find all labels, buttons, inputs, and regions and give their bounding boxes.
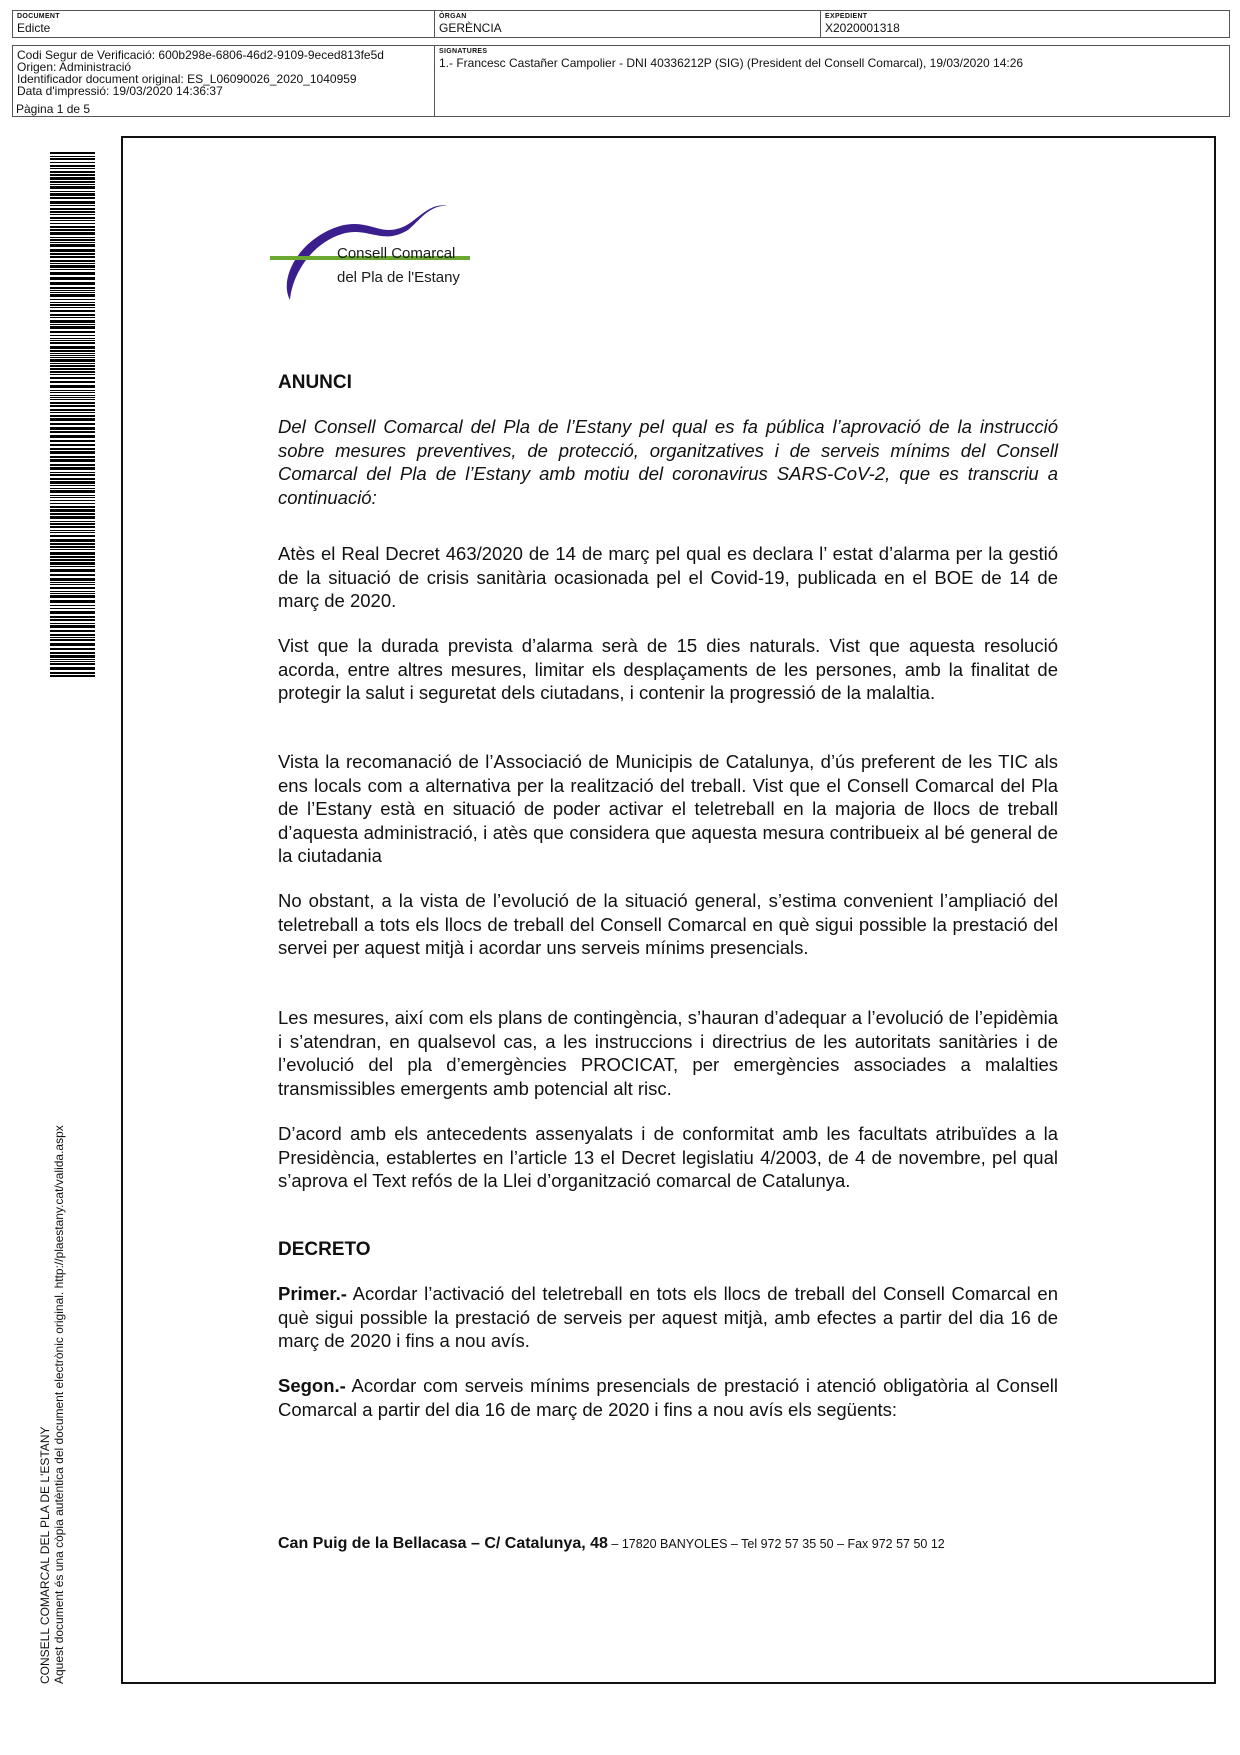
barcode-bar: [50, 630, 95, 632]
barcode-bar: [50, 532, 95, 533]
barcode-bar: [50, 371, 95, 373]
paragraph-5: [278, 1006, 1058, 1100]
paragraph-5-text: Les mesures, així com els plans de contingència, s’hauran d’adequar a l’evolució de l’epidèmia i s’atendran, en qualsevol cas, a les instruccions i directrius de les autoritats sanitàries i de l’evolució del pla d’emergències PROCICAT, per emergències associades a malalties transmissibles emergents amb potencial alt risc.: [278, 1007, 1058, 1099]
barcode-bar: [50, 205, 95, 206]
barcode-bar: [50, 625, 95, 628]
decree-second-label: Segon.-: [278, 1375, 346, 1396]
barcode-bar: [50, 556, 95, 558]
side-org-name: CONSELL COMARCAL DEL PLA DE L'ESTANY: [38, 1426, 52, 1684]
barcode-bar: [50, 464, 95, 466]
barcode-bar: [50, 181, 95, 183]
expedient-value: X2020001318: [825, 21, 900, 35]
barcode-bar: [50, 451, 95, 454]
barcode-bar: [50, 623, 95, 624]
barcode-bar: [50, 574, 95, 576]
barcode-bar: [50, 340, 95, 341]
barcode-bar: [50, 287, 95, 289]
barcode-bar: [50, 611, 95, 614]
decree-first-label: Primer.-: [278, 1283, 347, 1304]
barcode-bar: [50, 242, 95, 243]
barcode-bar: [50, 346, 95, 349]
barcode-bar: [50, 244, 95, 247]
barcode-bar: [50, 220, 95, 221]
footer-address: [278, 1535, 945, 1553]
barcode-bar: [50, 214, 95, 215]
barcode-bar: [50, 171, 95, 173]
paragraph-1: [278, 542, 1058, 613]
barcode-bar: [50, 523, 95, 525]
barcode-bar: [50, 211, 95, 213]
header-row-verification: [12, 45, 1230, 117]
barcode-bar: [50, 478, 95, 480]
document-label: DOCUMENT: [17, 13, 60, 20]
decree-second: [278, 1374, 1058, 1421]
barcode-bar: [50, 467, 95, 470]
barcode-bar: [50, 569, 95, 572]
barcode-bar: [50, 634, 95, 636]
decree-first: [278, 1282, 1058, 1353]
barcode-bar: [50, 500, 95, 501]
barcode-bar: [50, 208, 95, 210]
barcode-bar: [50, 353, 95, 354]
barcode-bar: [50, 672, 95, 674]
barcode-bar: [50, 256, 95, 258]
barcode-bar: [50, 363, 95, 364]
barcode-bar: [50, 197, 95, 199]
barcode-bar: [50, 600, 95, 603]
footer-address-contact: – 17820 BANYOLES – Tel 972 57 35 50 – Fax 972 57 50 12: [607, 1537, 945, 1551]
barcode-bar: [50, 444, 95, 446]
barcode-bar: [50, 608, 95, 609]
barcode-bar: [50, 265, 95, 268]
barcode-bar: [50, 335, 95, 336]
barcode-bar: [50, 292, 95, 293]
header-row-document: [12, 10, 1230, 38]
barcode-bar: [50, 663, 95, 665]
barcode-bar: [50, 357, 95, 358]
barcode-bar: [50, 342, 95, 344]
organ-label: ÒRGAN: [439, 13, 467, 20]
paragraph-2-text: Vist que la durada prevista d’alarma serà de 15 dies naturals. Vist que aquesta resolució acorda, entre altres mesures, limitar els desplaçaments de les persones, amb la finalitat de protegir la salut i seguretat dels ciutadans, i contenir la progressió de la malaltia.: [278, 635, 1058, 703]
footer-address-main: Can Puig de la Bellacasa – C/ Catalunya, 48: [278, 1535, 608, 1552]
barcode-bar: [50, 655, 95, 658]
barcode-bar: [50, 582, 95, 583]
paragraph-6-text: D’acord amb els antecedents assenyalats i de conformitat amb les facultats atribuïdes a la Presidència, establertes en l’article 13 el Decret legislatiu 4/2003, de 4 de novembre, pel qual s’aprova el Text refós de la Llei d’organització comarcal de Catalunya.: [278, 1123, 1058, 1191]
barcode-bar: [50, 253, 95, 255]
barcode-bar: [50, 158, 95, 160]
barcode-bar: [50, 390, 95, 391]
barcode-bar: [50, 559, 95, 561]
barcode-bar: [50, 593, 95, 594]
barcode-bar: [50, 497, 95, 498]
barcode-bar: [50, 359, 95, 362]
barcode-bar: [50, 485, 95, 486]
signatures-label: SIGNATURES: [439, 48, 488, 55]
announcement-title: ANUNCI: [278, 372, 352, 393]
barcode-bar: [50, 605, 95, 606]
barcode-bar: [50, 516, 95, 519]
barcode-bar: [50, 174, 95, 176]
barcode-bar: [50, 184, 95, 185]
barcode-bar: [50, 186, 95, 189]
barcode-bar: [50, 549, 95, 550]
barcode-bar: [50, 324, 95, 325]
paragraph-3-text: Vista la recomanació de l’Associació de Municipis de Catalunya, d’ús preferent de les TIC als ens locals com a alternativa per la realització del treball. Vist que el Consell Comarcal del Pla de l’Estany està en situació de poder activar el teletreball en la majoria de llocs de treball d’aquesta administració, i atès que considera que aquesta mesura contribueix al bé general de la ciutadania: [278, 751, 1058, 866]
paragraph-4-text: No obstant, a la vista de l’evolució de la situació general, s’estima convenient l’ampliació del teletreball a tots els llocs de treball del Consell Comarcal en què sigui possible la prestació del servei per aquest mitjà i acordar uns serveis mínims presencials.: [278, 890, 1058, 958]
barcode-bar: [50, 165, 95, 167]
barcode-bar: [50, 277, 95, 280]
barcode-bar: [50, 314, 95, 316]
paragraph-6: [278, 1122, 1058, 1193]
barcode-bar: [50, 162, 95, 163]
barcode-bar: [50, 307, 95, 308]
decree-title: DECRETO: [278, 1239, 371, 1260]
csv-line: Codi Segur de Verificació: 600b298e-6806-46d2-9109-9eced813fe5d: [17, 48, 384, 62]
barcode-bar: [50, 543, 95, 545]
barcode-bar: [50, 675, 95, 677]
barcode-bar: [50, 338, 95, 339]
intro-paragraph: [278, 415, 1058, 509]
barcode-bar: [50, 474, 95, 476]
barcode-bar: [50, 282, 95, 285]
origin-line: Origen: Administració: [17, 60, 132, 74]
barcode-bar: [50, 509, 95, 512]
barcode-bar: [50, 272, 95, 275]
barcode-bar: [50, 481, 95, 484]
barcode-bar: [50, 368, 95, 370]
barcode-bar: [50, 156, 95, 157]
barcode-bar: [50, 177, 95, 180]
barcode-bar: [50, 320, 95, 323]
barcode-bar: [50, 415, 95, 417]
barcode-bar: [50, 269, 95, 270]
barcode-bar: [50, 402, 95, 404]
barcode-bar: [50, 423, 95, 425]
page-count: Pàgina 1 de 5: [16, 102, 91, 116]
barcode-bar: [50, 667, 95, 670]
barcode-bar: [50, 201, 95, 204]
barcode-bar: [50, 448, 95, 450]
barcode: [50, 152, 95, 677]
barcode-bar: [50, 578, 95, 581]
intro-text: Del Consell Comarcal del Pla de l’Estany pel qual es fa pública l’aprovació de la instrucció sobre mesures preventives, de protecció, organitzatives i de serveis mínims del Consell Comarcal del Pla de l’Estany amb motiu del coronavirus SARS-CoV-2, que es transcriu a continuació:: [278, 416, 1058, 508]
barcode-bar: [50, 591, 95, 592]
original-id-line: Identificador document original: ES_L06090026_2020_1040959: [17, 72, 357, 86]
side-certification-text: [38, 1124, 66, 1684]
barcode-bar: [50, 659, 95, 660]
barcode-bar: [50, 412, 95, 413]
barcode-bar: [50, 488, 95, 489]
barcode-bar: [50, 263, 95, 264]
barcode-bar: [50, 648, 95, 650]
barcode-bar: [50, 331, 95, 333]
barcode-bar: [50, 260, 95, 262]
barcode-bar: [50, 526, 95, 528]
barcode-bar: [50, 595, 95, 598]
barcode-bar: [50, 232, 95, 235]
barcode-bar: [50, 587, 95, 589]
expedient-label: EXPEDIENT: [825, 13, 868, 20]
barcode-bar: [50, 249, 95, 252]
barcode-bar: [50, 299, 95, 300]
barcode-bar: [50, 385, 95, 388]
barcode-bar: [50, 661, 95, 662]
barcode-bar: [50, 409, 95, 411]
barcode-bar: [50, 365, 95, 367]
barcode-bar: [50, 168, 95, 169]
barcode-bar: [50, 377, 95, 379]
barcode-bar: [50, 374, 95, 375]
barcode-bar: [50, 326, 95, 329]
barcode-bar: [50, 381, 95, 383]
signature-entry: 1.- Francesc Castañer Campolier - DNI 40336212P (SIG) (President del Consell Comarcal), 19/03/2020 14:26: [439, 56, 1024, 70]
barcode-bar: [50, 294, 95, 297]
barcode-bar: [50, 539, 95, 542]
barcode-bar: [50, 490, 95, 493]
barcode-bar: [50, 435, 95, 438]
barcode-bar: [50, 418, 95, 421]
barcode-bar: [50, 304, 95, 306]
barcode-bar: [50, 226, 95, 228]
barcode-bar: [50, 639, 95, 641]
side-verification-note: Aquest document és una còpia autèntica del document electrònic original. http://plaestany.cat/valida.aspx: [52, 1125, 66, 1684]
barcode-bar: [50, 637, 95, 638]
paragraph-4: [278, 889, 1058, 960]
decree-second-text: Acordar com serveis mínims presencials de prestació i atenció obligatòria al Consell Comarcal a partir del dia 16 de març de 2020 i fins a nou avís els següents:: [278, 1375, 1058, 1420]
barcode-bar: [50, 191, 95, 192]
expedient-cell: [821, 11, 1229, 37]
barcode-bar: [50, 431, 95, 433]
barcode-bar: [50, 643, 95, 646]
barcode-bar: [50, 562, 95, 565]
organ-value: GERÈNCIA: [439, 21, 502, 35]
paragraph-2: [278, 634, 1058, 705]
barcode-bar: [50, 584, 95, 585]
barcode-bar: [50, 535, 95, 537]
barcode-bar: [50, 440, 95, 442]
barcode-bar: [50, 355, 95, 356]
document-value: Edicte: [17, 21, 51, 35]
barcode-bar: [50, 427, 95, 430]
organ-cell: [435, 11, 821, 37]
barcode-bar: [50, 459, 95, 462]
barcode-bar: [50, 566, 95, 567]
barcode-bar: [50, 399, 95, 400]
paragraph-3: [278, 750, 1058, 868]
barcode-bar: [50, 350, 95, 352]
barcode-bar: [50, 395, 95, 396]
logo-text-line1: Consell Comarcal: [337, 245, 456, 262]
barcode-bar: [50, 530, 95, 531]
barcode-bar: [50, 152, 95, 154]
barcode-bar: [50, 237, 95, 238]
barcode-bar: [50, 217, 95, 219]
paragraph-1-text: Atès el Real Decret 463/2020 de 14 de març pel qual es declara l’ estat d’alarma per la gestió de la situació de crisis sanitària ocasionada pel el Covid-19, publicada en el BOE de 14 de març de 2020.: [278, 543, 1058, 611]
print-date-line: Data d'impressió: 19/03/2020 14:36:37: [17, 84, 223, 98]
barcode-bar: [50, 392, 95, 393]
barcode-bar: [50, 506, 95, 508]
barcode-bar: [50, 616, 95, 618]
barcode-bar: [50, 239, 95, 241]
barcode-bar: [50, 193, 95, 196]
barcode-bar: [50, 456, 95, 458]
barcode-bar: [50, 503, 95, 504]
barcode-bar: [50, 229, 95, 231]
barcode-bar: [50, 495, 95, 496]
barcode-bar: [50, 521, 95, 522]
barcode-bar: [50, 552, 95, 555]
barcode-bar: [50, 223, 95, 224]
signatures-cell: [435, 46, 1229, 116]
barcode-bar: [50, 513, 95, 515]
barcode-bar: [50, 310, 95, 312]
barcode-bar: [50, 546, 95, 548]
barcode-bar: [50, 472, 95, 473]
decree-first-text: Acordar l’activació del teletreball en tots els llocs de treball del Consell Comarcal en què sigui possible la prestació de serveis per aquest mitjà, amb efectes a partir del dia 16 de març de 2020 i fins a nou avís.: [278, 1283, 1058, 1351]
barcode-bar: [50, 405, 95, 407]
barcode-bar: [50, 302, 95, 303]
barcode-bar: [50, 317, 95, 318]
barcode-bar: [50, 652, 95, 654]
barcode-bar: [50, 290, 95, 291]
document-cell: [13, 11, 435, 37]
logo-text-line2: del Pla de l'Estany: [337, 269, 460, 286]
barcode-bar: [50, 619, 95, 621]
barcode-bar: [50, 397, 95, 398]
